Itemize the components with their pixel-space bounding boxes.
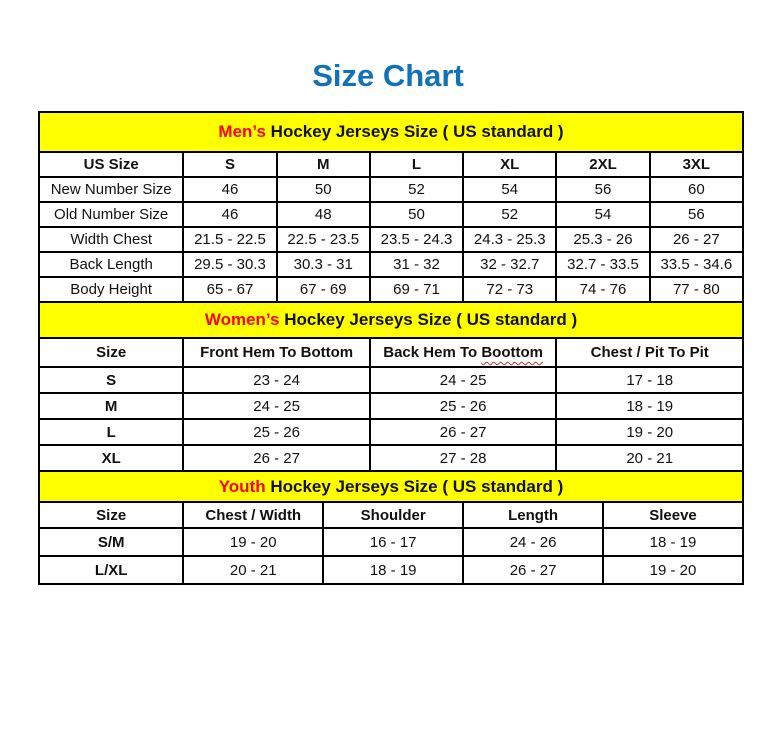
men-section-band-row — [39, 112, 743, 152]
men-value-cell: 65 - 67 — [183, 277, 276, 302]
men-column-header: XL — [463, 152, 556, 177]
women-value-cell: 27 - 28 — [370, 445, 557, 471]
women-value-cell: 26 - 27 — [370, 419, 557, 445]
youth-column-header: Sleeve — [603, 502, 743, 528]
men-value-cell: 33.5 - 34.6 — [650, 252, 743, 277]
men-value-cell: 31 - 32 — [370, 252, 463, 277]
men-row-label: Back Length — [39, 252, 183, 277]
size-chart-tables — [38, 111, 744, 585]
youth-value-cell: 19 - 20 — [603, 556, 743, 584]
size-chart-page — [0, 58, 776, 585]
men-value-cell: 24.3 - 25.3 — [463, 227, 556, 252]
women-column-header: Front Hem To Bottom — [183, 338, 370, 367]
women-header-text: Back Hem To — [383, 344, 482, 361]
women-value-cell: 24 - 25 — [370, 367, 557, 393]
women-band-highlight: Women’s — [204, 310, 280, 329]
women-section-band-row — [39, 302, 743, 338]
women-row-label: L — [39, 419, 183, 445]
youth-table-row — [39, 556, 743, 584]
youth-band-highlight: Youth — [218, 476, 266, 496]
women-value-cell: 19 - 20 — [556, 419, 743, 445]
women-row-label: XL — [39, 445, 183, 471]
men-value-cell: 46 — [183, 202, 276, 227]
youth-section-band — [39, 471, 743, 502]
men-section-band — [39, 112, 743, 152]
men-value-cell: 56 — [556, 177, 649, 202]
men-value-cell: 46 — [183, 177, 276, 202]
men-table-row — [39, 252, 743, 277]
youth-column-header: Size — [39, 502, 183, 528]
women-value-cell: 25 - 26 — [183, 419, 370, 445]
men-value-cell: 77 - 80 — [650, 277, 743, 302]
men-value-cell: 25.3 - 26 — [556, 227, 649, 252]
women-table-row — [39, 393, 743, 419]
women-value-cell: 25 - 26 — [370, 393, 557, 419]
women-column-header — [370, 338, 557, 367]
men-row-label: New Number Size — [39, 177, 183, 202]
women-table-row — [39, 419, 743, 445]
men-row-label: Old Number Size — [39, 202, 183, 227]
men-band-highlight: Men’s — [218, 122, 266, 141]
men-value-cell: 23.5 - 24.3 — [370, 227, 463, 252]
youth-header-row — [39, 502, 743, 528]
youth-size-table — [38, 470, 744, 585]
women-value-cell: 24 - 25 — [183, 393, 370, 419]
men-column-header: 2XL — [556, 152, 649, 177]
women-row-label: S — [39, 367, 183, 393]
men-value-cell: 21.5 - 22.5 — [183, 227, 276, 252]
women-value-cell: 17 - 18 — [556, 367, 743, 393]
men-column-header: M — [277, 152, 370, 177]
youth-value-cell: 20 - 21 — [183, 556, 323, 584]
men-value-cell: 54 — [463, 177, 556, 202]
men-value-cell: 50 — [370, 202, 463, 227]
youth-value-cell: 19 - 20 — [183, 528, 323, 556]
men-value-cell: 60 — [650, 177, 743, 202]
men-table-row — [39, 277, 743, 302]
youth-column-header: Length — [463, 502, 603, 528]
men-table-row — [39, 202, 743, 227]
men-value-cell: 26 - 27 — [650, 227, 743, 252]
women-table-row — [39, 445, 743, 471]
men-column-header: US Size — [39, 152, 183, 177]
youth-value-cell: 18 - 19 — [603, 528, 743, 556]
men-row-label: Width Chest — [39, 227, 183, 252]
men-value-cell: 50 — [277, 177, 370, 202]
men-header-row — [39, 152, 743, 177]
youth-column-header: Shoulder — [323, 502, 463, 528]
women-column-header: Chest / Pit To Pit — [556, 338, 743, 367]
mens-size-table — [38, 111, 744, 303]
page-title: Size Chart — [312, 58, 464, 93]
men-value-cell: 54 — [556, 202, 649, 227]
men-value-cell: 32.7 - 33.5 — [556, 252, 649, 277]
women-band-text: Hockey Jerseys Size ( US standard ) — [279, 310, 578, 329]
men-value-cell: 52 — [463, 202, 556, 227]
men-value-cell: 69 - 71 — [370, 277, 463, 302]
men-value-cell: 72 - 73 — [463, 277, 556, 302]
men-table-row — [39, 177, 743, 202]
women-section-band — [39, 302, 743, 338]
women-row-label: M — [39, 393, 183, 419]
youth-column-header: Chest / Width — [183, 502, 323, 528]
men-value-cell: 67 - 69 — [277, 277, 370, 302]
youth-value-cell: 24 - 26 — [463, 528, 603, 556]
men-value-cell: 52 — [370, 177, 463, 202]
women-header-row — [39, 338, 743, 367]
men-band-text: Hockey Jerseys Size ( US standard ) — [265, 122, 564, 141]
men-value-cell: 30.3 - 31 — [277, 252, 370, 277]
men-value-cell: 22.5 - 23.5 — [277, 227, 370, 252]
men-value-cell: 48 — [277, 202, 370, 227]
womens-size-table — [38, 301, 744, 472]
men-table-row — [39, 227, 743, 252]
men-value-cell: 74 - 76 — [556, 277, 649, 302]
youth-value-cell: 26 - 27 — [463, 556, 603, 584]
women-table-row — [39, 367, 743, 393]
women-value-cell: 18 - 19 — [556, 393, 743, 419]
youth-value-cell: 16 - 17 — [323, 528, 463, 556]
women-value-cell: 20 - 21 — [556, 445, 743, 471]
youth-table-row — [39, 528, 743, 556]
women-value-cell: 23 - 24 — [183, 367, 370, 393]
men-column-header: 3XL — [650, 152, 743, 177]
women-header-misspelled-word: Boottom — [481, 344, 543, 361]
youth-value-cell: 18 - 19 — [323, 556, 463, 584]
youth-section-band-row — [39, 471, 743, 502]
women-column-header: Size — [39, 338, 183, 367]
men-value-cell: 32 - 32.7 — [463, 252, 556, 277]
youth-row-label: S/M — [39, 528, 183, 556]
men-column-header: S — [183, 152, 276, 177]
youth-row-label: L/XL — [39, 556, 183, 584]
men-value-cell: 56 — [650, 202, 743, 227]
men-column-header: L — [370, 152, 463, 177]
men-value-cell: 29.5 - 30.3 — [183, 252, 276, 277]
men-row-label: Body Height — [39, 277, 183, 302]
youth-band-text: Hockey Jerseys Size ( US standard ) — [265, 476, 564, 496]
women-value-cell: 26 - 27 — [183, 445, 370, 471]
